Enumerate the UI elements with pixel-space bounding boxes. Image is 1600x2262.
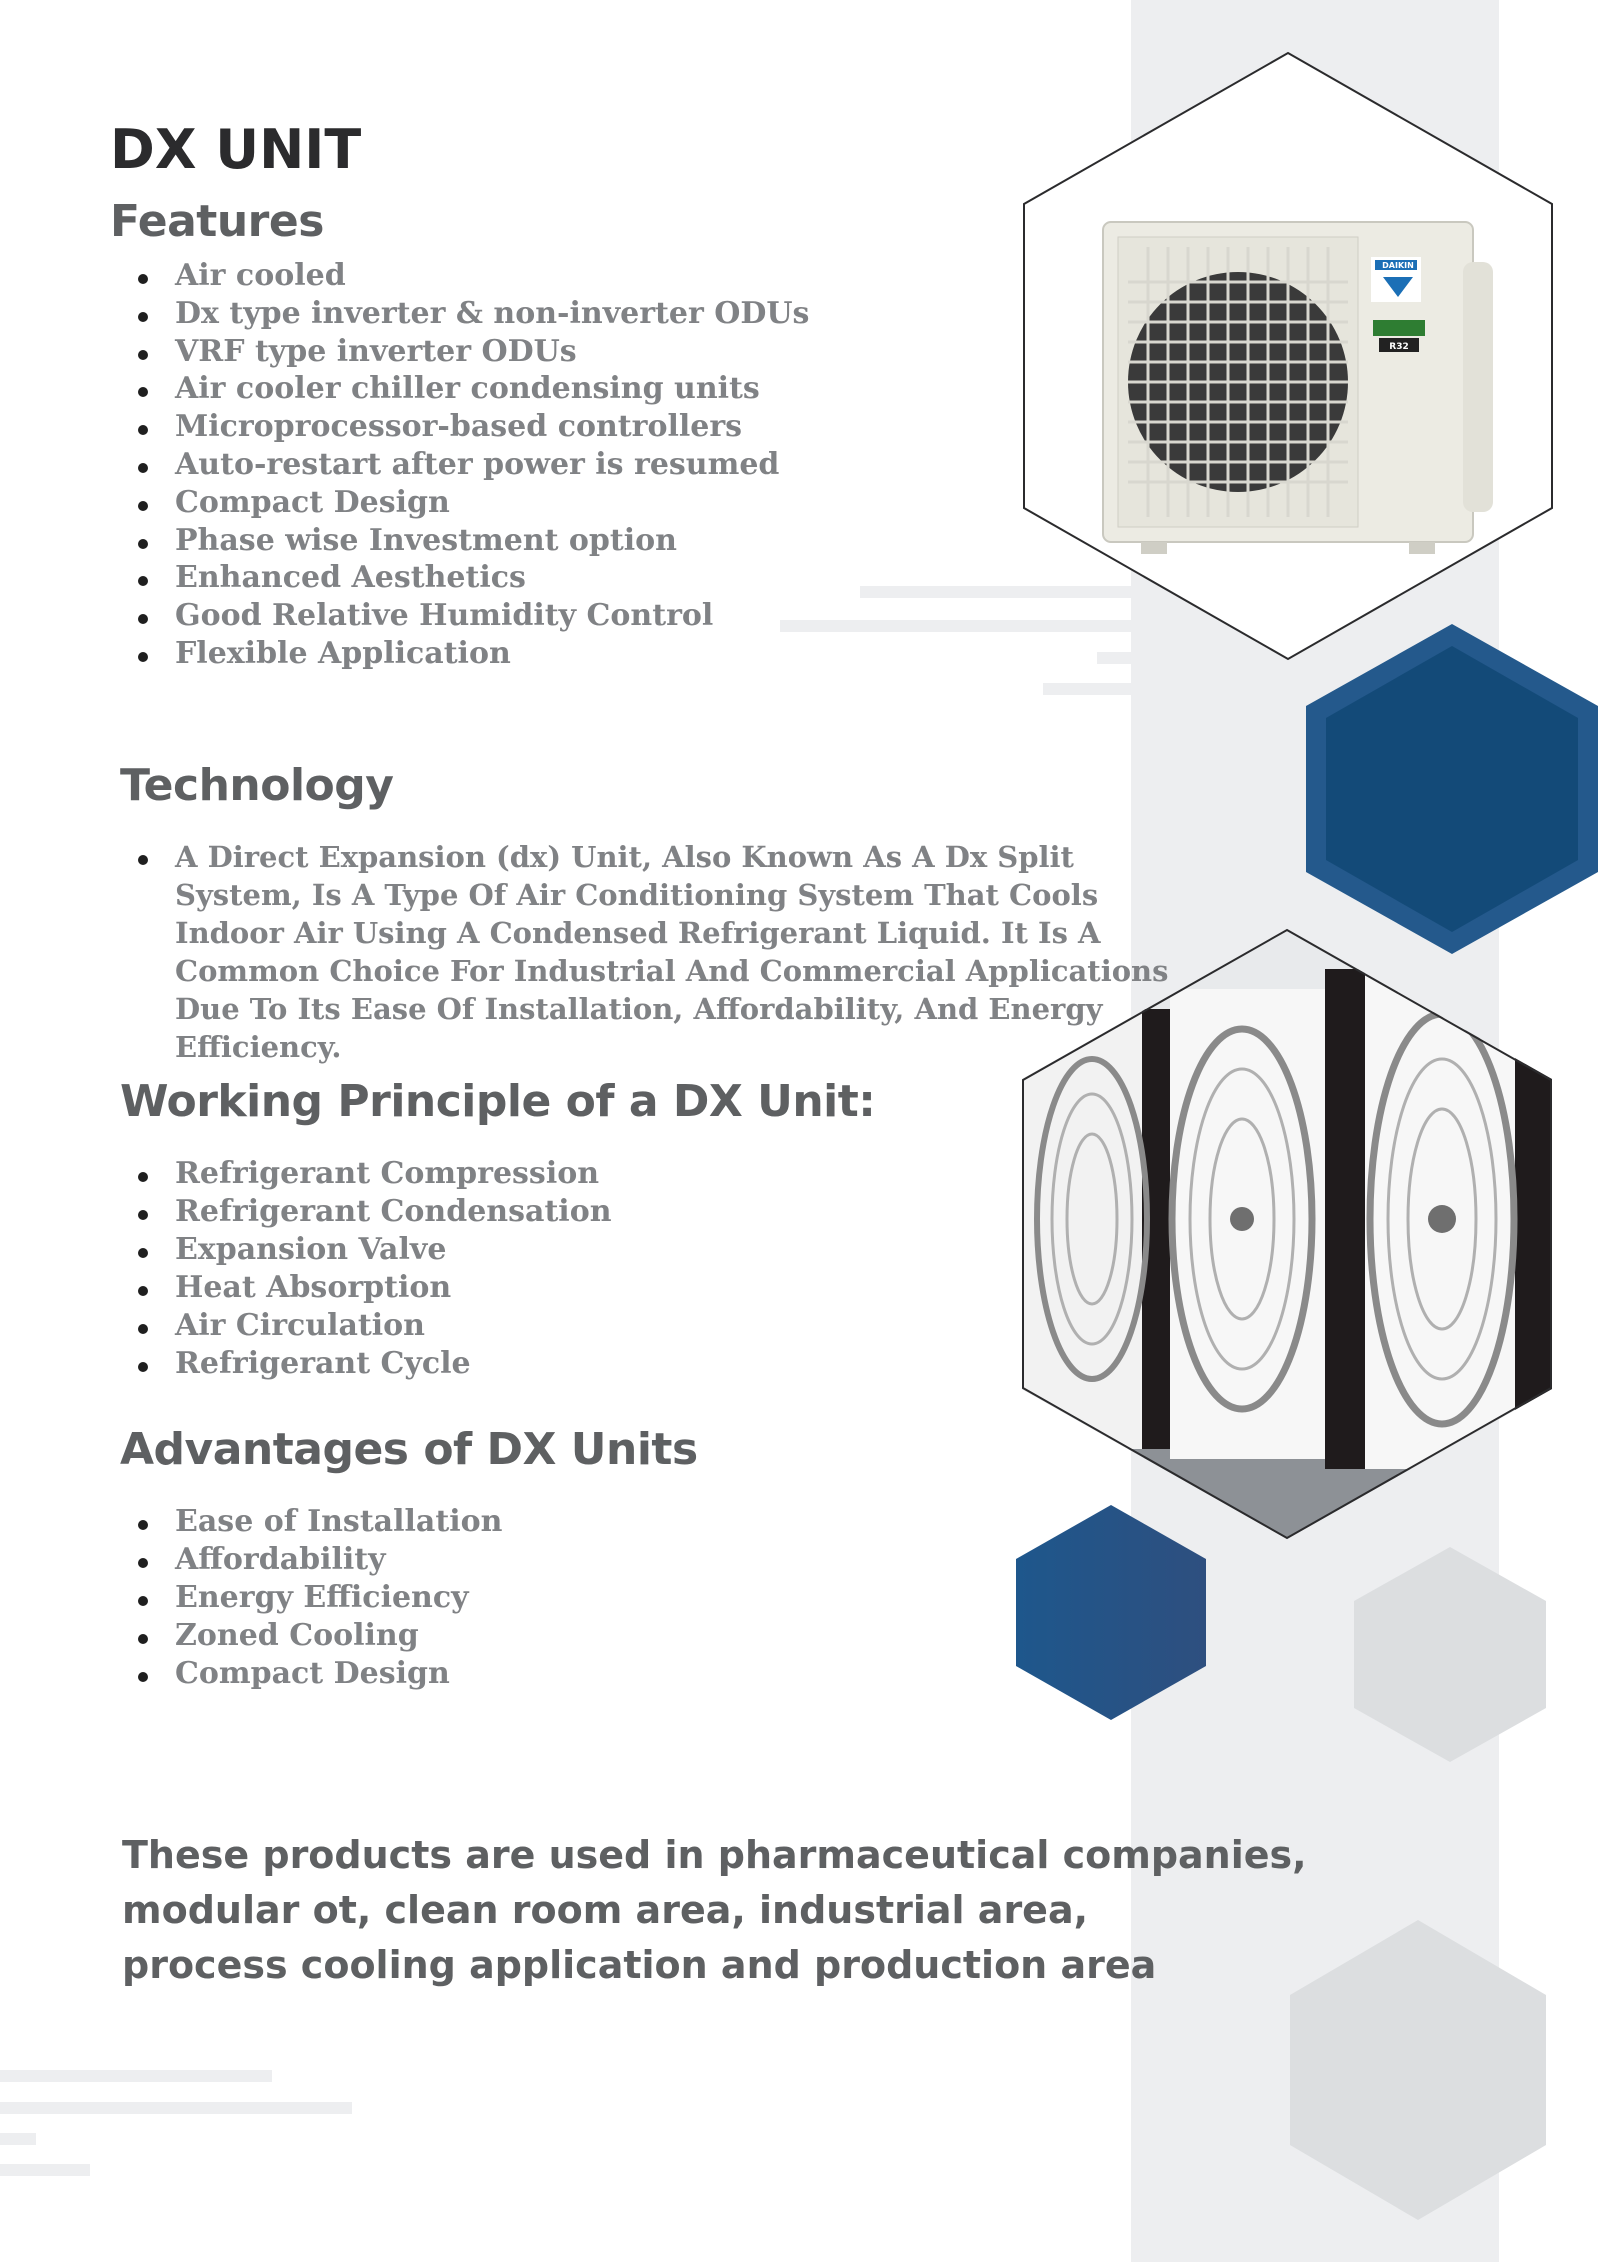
list-item: Heat Absorption — [110, 1269, 612, 1307]
page-title: DX UNIT — [110, 118, 362, 181]
list-item: Air cooled — [110, 257, 809, 295]
list-item: Good Relative Humidity Control — [110, 597, 809, 635]
list-item: Compact Design — [110, 1655, 502, 1693]
deco-bar — [0, 2133, 36, 2145]
refrigerant-badge: R32 — [1389, 342, 1409, 352]
technology-heading: Technology — [120, 760, 394, 811]
list-item: Microprocessor-based controllers — [110, 408, 809, 446]
deco-bar — [1043, 683, 1131, 695]
applications-statement — [122, 1828, 1307, 1993]
list-item: Refrigerant Compression — [110, 1155, 612, 1193]
applications-line: modular ot, clean room area, industrial area, — [122, 1888, 1089, 1932]
list-item: Auto-restart after power is resumed — [110, 446, 809, 484]
list-item: Zoned Cooling — [110, 1617, 502, 1655]
working-principle-list — [110, 1155, 612, 1383]
outdoor-ac-unit-illustration — [1103, 222, 1493, 554]
list-item: Energy Efficiency — [110, 1579, 502, 1617]
light-hexagon — [1354, 1547, 1546, 1762]
outdoor-unit-hexagon — [1023, 52, 1553, 660]
navy-hexagon — [1306, 624, 1598, 954]
list-item: Refrigerant Condensation — [110, 1193, 612, 1231]
deco-bar — [0, 2102, 352, 2114]
list-item: Dx type inverter & non-inverter ODUs — [110, 295, 809, 333]
features-heading: Features — [110, 196, 324, 247]
applications-line: process cooling application and production area — [122, 1943, 1157, 1987]
list-item: Compact Design — [110, 484, 809, 522]
advantages-heading: Advantages of DX Units — [120, 1424, 698, 1475]
deco-bar — [0, 2070, 272, 2082]
list-item: VRF type inverter ODUs — [110, 333, 809, 371]
list-item: Enhanced Aesthetics — [110, 559, 809, 597]
list-item: Air Circulation — [110, 1307, 612, 1345]
list-item: Phase wise Investment option — [110, 522, 809, 560]
small-navy-hexagon — [1016, 1505, 1206, 1720]
list-item: Affordability — [110, 1541, 502, 1579]
advantages-list — [110, 1503, 502, 1693]
features-list — [110, 257, 809, 673]
light-hexagon — [1290, 1920, 1546, 2220]
list-item: Air cooler chiller condensing units — [110, 370, 809, 408]
technology-description: A Direct Expansion (dx) Unit, Also Known As A Dx Split System, Is A Type Of Air Conditioning System That Cools Indoor Air Using A Condensed Refrigerant Liquid. It Is A Common Choice For Industrial And Commercial Applications Due To Its Ease Of Installation, Affordability, And Energy Efficiency. — [175, 840, 1169, 1064]
brand-badge: DAIKIN — [1382, 261, 1414, 270]
applications-line: These products are used in pharmaceutical companies, — [122, 1833, 1307, 1877]
list-item: Refrigerant Cycle — [110, 1345, 612, 1383]
list-item: Flexible Application — [110, 635, 809, 673]
working-principle-heading: Working Principle of a DX Unit: — [120, 1076, 876, 1127]
deco-bar — [0, 2164, 90, 2176]
list-item: Ease of Installation — [110, 1503, 502, 1541]
list-item: Expansion Valve — [110, 1231, 612, 1269]
